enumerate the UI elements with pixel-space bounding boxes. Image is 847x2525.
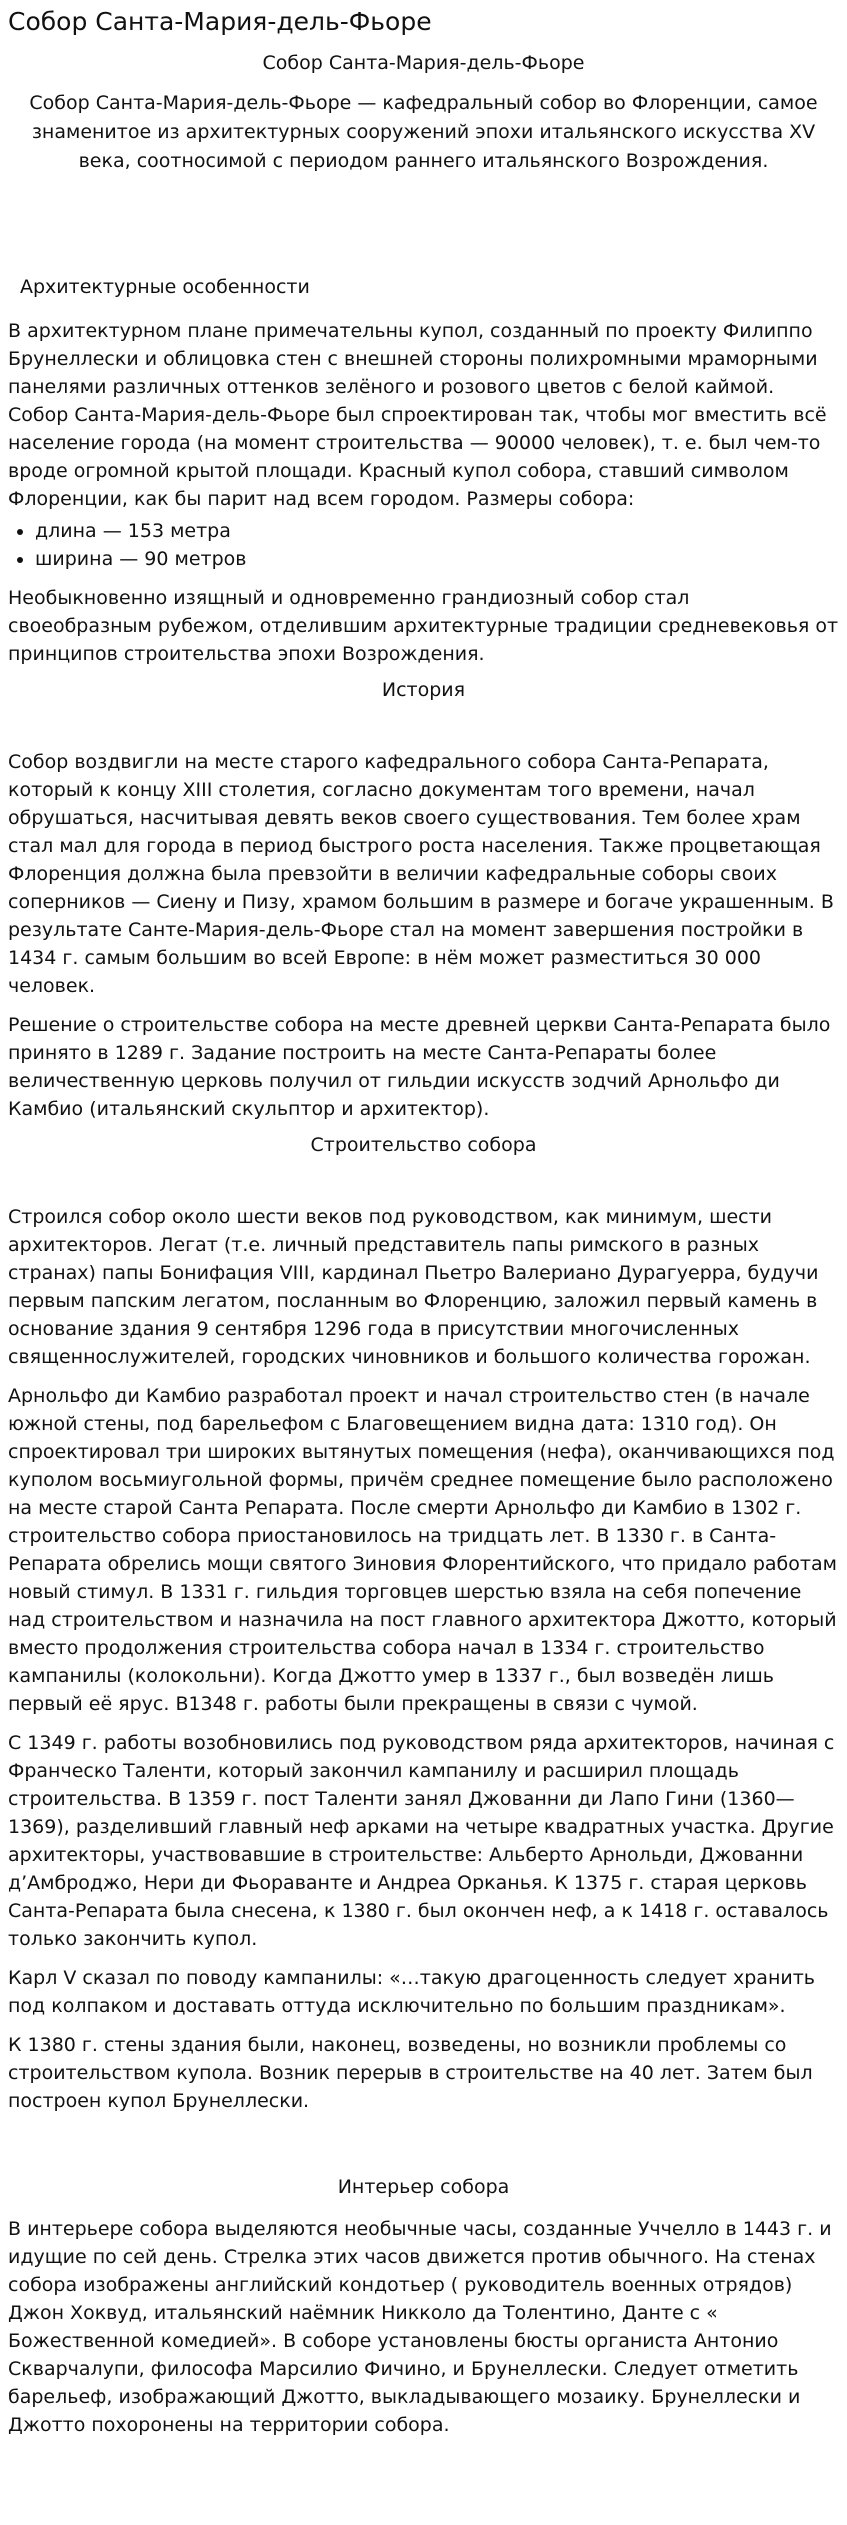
section-heading-architecture: Архитектурные особенности bbox=[20, 276, 310, 298]
construction-paragraph-5: К 1380 г. стены здания были, наконец, возведены, но возникли проблемы со строительством купола. Возник перерыв в строительстве на 40 лет. Затем был построен купол Брунеллески. bbox=[8, 2034, 813, 2112]
section-heading-construction: Строительство собора bbox=[310, 1134, 537, 1156]
article-lead: Собор Санта-Мария-дель-Фьоре — кафедральный собор во Флоренции, самое знаменитое из архитектурных сооружений эпохи итальянского искусства XV века, соотносимой с периодом раннего итальянского Возрождения. bbox=[29, 92, 818, 172]
architecture-paragraph-2: Необыкновенно изящный и одновременно грандиозный собор стал своеобразным рубежом, отделившим архитектурные традиции средневековья от принципов строительства эпохи Возрождения. bbox=[8, 587, 839, 665]
history-paragraph-2: Решение о строительстве собора на месте древней церкви Санта-Репарата было принято в 1289 г. Задание построить на месте Санта-Репараты более величественную церковь получил от гильдии искусств зодчий Арнольфо ди Камбио (итальянский скульптор и архитектор). bbox=[8, 1014, 831, 1120]
architecture-paragraph-1: В архитектурном плане примечательны купол, созданный по проекту Филиппо Брунеллески и облицовка стен с внешней стороны полихромными мраморными панелями различных оттенков зелёного и розового цветов с белой каймой. Собор Санта-Мария-дель-Фьоре был спроектирован так, чтобы мог вместить всё население города (на момент строительства — 90000 человек), т. е. был чем-то вроде огромной крытой площади. Красный купол собора, ставший символом Флоренции, как бы парит над всем городом. Размеры собора: bbox=[8, 320, 827, 510]
page-title: Собор Санта-Мария-дель-Фьоре bbox=[8, 7, 432, 36]
interior-paragraph-1: В интерьере собора выделяются необычные часы, созданные Уччелло в 1443 г. и идущие по сей день. Стрелка этих часов движется против обычного. На стенах собора изображены английский кондотьер ( руководитель военных отрядов) Джон Хоквуд, итальянский наёмник Никколо да Толентино, Данте с « Божественной комедией». В соборе установлены бюсты органиста Антонио Скварчалупи, философа Марсилио Фичино, и Брунеллески. Следует отметить барельеф, изображающий Джотто, выкладывающего мозаику. Брунеллески и Джотто похоронены на территории собора. bbox=[8, 2218, 832, 2436]
section-heading-history: История bbox=[381, 679, 466, 701]
construction-paragraph-1: Строился собор около шести веков под руководством, как минимум, шести архитекторов. Легат (т.е. личный представитель папы римского в разных странах) папы Бонифация VIII, кардинал Пьетро Валериано Дурагуерра, будучи первым папским легатом, посланным во Флоренцию, заложил первый камень в основание здания 9 сентября 1296 года в присутствии многочисленных священнослужителей, городских чиновников и большого количества горожан. bbox=[8, 1206, 819, 1368]
construction-paragraph-4: Карл V сказал по поводу кампанилы: «…такую драгоценность следует хранить под колпаком и доставать оттуда исключительно по большим праздникам». bbox=[8, 1967, 815, 2017]
history-paragraph-1: Собор воздвигли на месте старого кафедрального собора Санта-Репарата, который к концу XIII столетия, согласно документам того времени, начал обрушаться, насчитывая девять веков своего существования. Тем более храм стал мал для города в период быстрого роста населения. Также процветающая Флоренция должна была превзойти в величии кафедральные соборы своих соперников — Сиену и Пизу, храмом большим в размере и богаче украшенным. В результате Санте-Мария-дель-Фьоре стал на момент завершения постройки в 1434 г. самым большим во всей Европе: в нём может разместиться 30 000 человек. bbox=[8, 751, 834, 997]
list-item: • длина — 153 метра bbox=[35, 517, 839, 545]
list-item: • ширина — 90 метров bbox=[35, 545, 839, 573]
construction-paragraph-2: Арнольфо ди Камбио разработал проект и начал строительство стен (в начале южной стены, под барельефом с Благовещением видна дата: 1310 год). Он спроектировал три широких вытянутых помещения (нефа), оканчивающихся под куполом восьмиугольной формы, причём среднее помещение было расположено на месте старой Санта Репарата. После смерти Арнольфо ди Камбио в 1302 г. строительство собора приостановилось на тридцать лет. В 1330 г. в Санта-Репарата обрелись мощи святого Зиновия Флорентийского, что придало работам новый стимул. В 1331 г. гильдия торговцев шерстью взяла на себя попечение над строительством и назначила на пост главного архитектора Джотто, который вместо продолжения строительства собора начал в 1334 г. строительство кампанилы (колокольни). Когда Джотто умер в 1337 г., был возведён лишь первый её ярус. В1348 г. работы были прекращены в связи с чумой. bbox=[8, 1385, 837, 1715]
section-heading-interior: Интерьер собора bbox=[337, 2176, 510, 2198]
construction-paragraph-3: С 1349 г. работы возобновились под руководством ряда архитекторов, начиная с Франческо Таленти, который закончил кампанилу и расширил площадь строительства. В 1359 г. пост Таленти занял Джованни ди Лапо Гини (1360—1369), разделивший главный неф арками на четыре квадратных участка. Другие архитекторы, участвовавшие в строительстве: Альберто Арнольди, Джованни д’Амброджо, Нери ди Фьораванте и Андреа Орканья. К 1375 г. старая церковь Санта-Репарата была снесена, к 1380 г. был окончен неф, а к 1418 г. оставалось только закончить купол. bbox=[8, 1732, 835, 1950]
dimensions-list bbox=[8, 517, 839, 573]
article-subtitle: Собор Санта-Мария-дель-Фьоре bbox=[262, 52, 585, 74]
